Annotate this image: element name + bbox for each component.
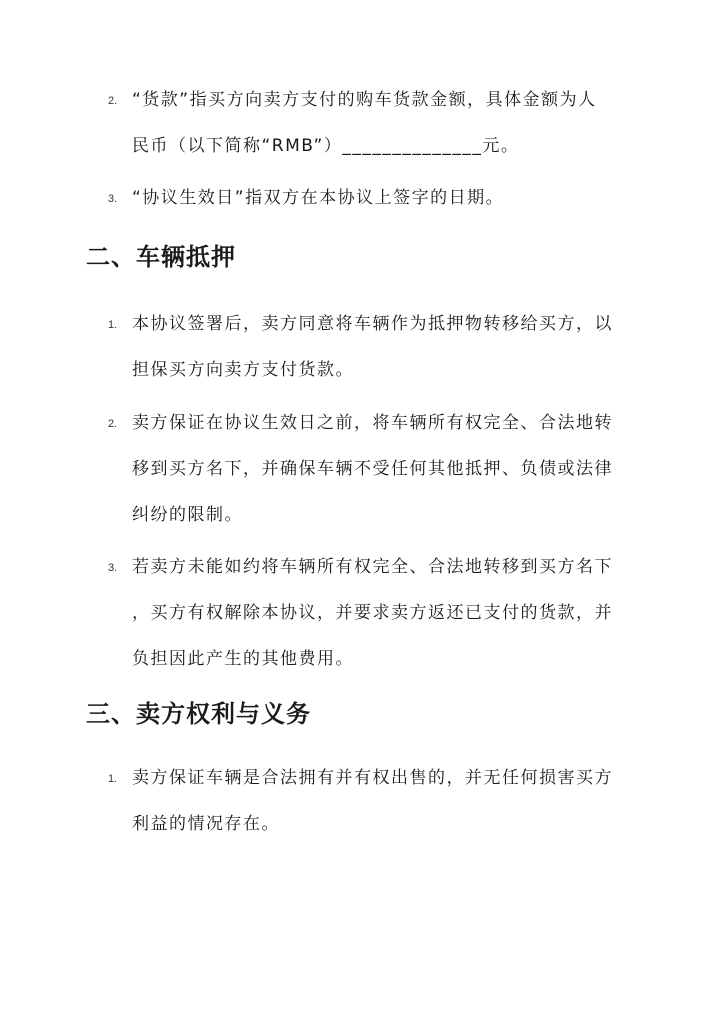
paragraph-line: 移到买方名下，并确保车辆不受任何其他抵押、负债或法律 xyxy=(132,459,613,479)
list-number: 1. xyxy=(108,319,118,331)
paragraph-line: 本协议签署后，卖方同意将车辆作为抵押物转移给买方，以 xyxy=(132,314,613,334)
list-number: 2. xyxy=(108,418,118,430)
list-number: 3. xyxy=(108,193,118,205)
section-heading: 三、卖方权利与义务 xyxy=(86,700,311,728)
paragraph-line: 卖方保证在协议生效日之前，将车辆所有权完全、合法地转 xyxy=(132,413,613,433)
paragraph-line: 民币（以下简称“RMB”）______________元。 xyxy=(132,136,520,156)
paragraph-line: 利益的情况存在。 xyxy=(132,814,280,834)
paragraph-line: 卖方保证车辆是合法拥有并有权出售的，并无任何损害买方 xyxy=(132,768,613,788)
list-number: 2. xyxy=(108,95,118,107)
paragraph-line: ，买方有权解除本协议，并要求卖方返还已支付的货款，并 xyxy=(132,603,613,623)
list-number: 1. xyxy=(108,773,118,785)
section-heading: 二、车辆抵押 xyxy=(86,243,236,271)
paragraph-line: “货款”指买方向卖方支付的购车货款金额，具体金额为人 xyxy=(132,90,597,110)
paragraph-line: “协议生效日”指双方在本协议上签字的日期。 xyxy=(132,188,505,208)
paragraph-line: 纠纷的限制。 xyxy=(132,505,243,525)
paragraph-line: 担保买方向卖方支付货款。 xyxy=(132,360,354,380)
list-number: 3. xyxy=(108,562,118,574)
paragraph-line: 若卖方未能如约将车辆所有权完全、合法地转移到买方名下 xyxy=(132,557,613,577)
paragraph-line: 负担因此产生的其他费用。 xyxy=(132,649,354,669)
